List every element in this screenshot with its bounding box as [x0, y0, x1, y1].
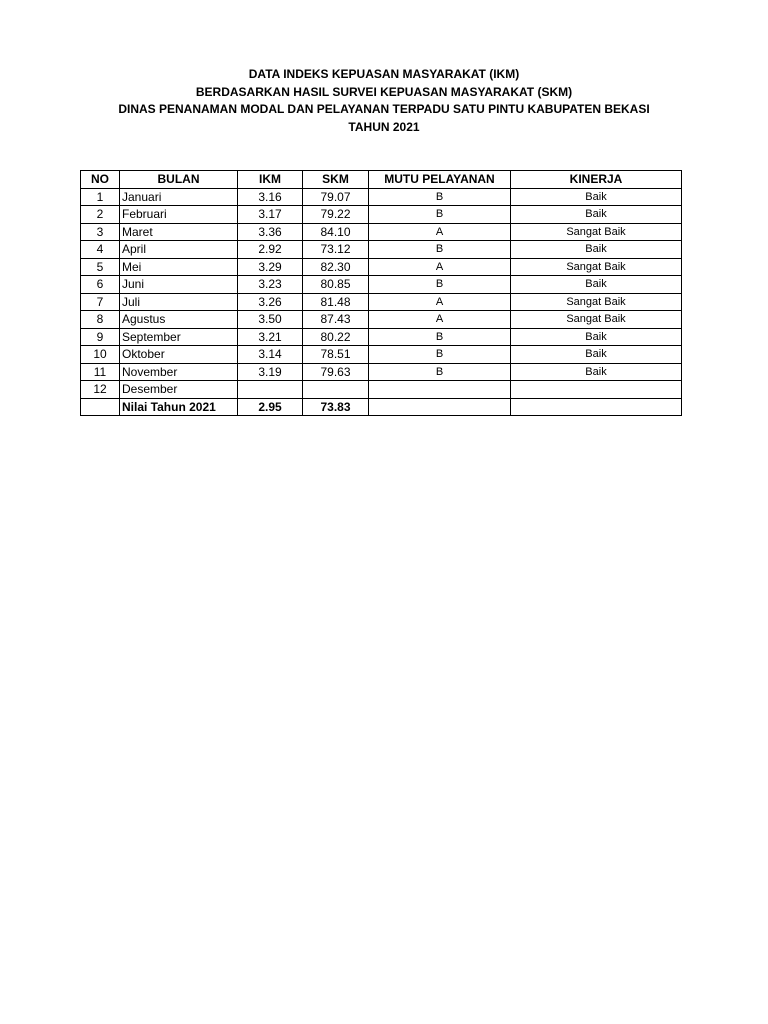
no-cell: 6	[81, 276, 120, 294]
column-header-ikm: IKM	[238, 171, 303, 189]
skm-cell: 84.10	[303, 223, 369, 241]
skm-cell: 79.63	[303, 363, 369, 381]
ikm-cell	[238, 381, 303, 399]
mutu-pelayanan-cell: A	[369, 293, 511, 311]
kinerja-cell: Baik	[511, 346, 682, 364]
bulan-cell: November	[120, 363, 238, 381]
kinerja-cell: Sangat Baik	[511, 293, 682, 311]
total-no-cell	[81, 398, 120, 416]
ikm-cell: 3.29	[238, 258, 303, 276]
skm-cell	[303, 381, 369, 399]
skm-cell: 80.22	[303, 328, 369, 346]
table-row	[81, 223, 682, 241]
skm-cell: 79.22	[303, 206, 369, 224]
bulan-cell: Januari	[120, 188, 238, 206]
mutu-pelayanan-cell: B	[369, 346, 511, 364]
no-cell: 2	[81, 206, 120, 224]
kinerja-cell: Sangat Baik	[511, 311, 682, 329]
kinerja-cell: Baik	[511, 188, 682, 206]
bulan-cell: September	[120, 328, 238, 346]
no-cell: 8	[81, 311, 120, 329]
ikm-cell: 3.19	[238, 363, 303, 381]
mutu-pelayanan-cell: A	[369, 258, 511, 276]
ikm-cell: 3.17	[238, 206, 303, 224]
ikm-cell: 3.21	[238, 328, 303, 346]
bulan-cell: April	[120, 241, 238, 259]
column-header-no: NO	[81, 171, 120, 189]
ikm-table	[80, 170, 682, 416]
no-cell: 7	[81, 293, 120, 311]
no-cell: 3	[81, 223, 120, 241]
column-header-bulan: BULAN	[120, 171, 238, 189]
bulan-cell: Desember	[120, 381, 238, 399]
skm-cell: 79.07	[303, 188, 369, 206]
bulan-cell: Agustus	[120, 311, 238, 329]
ikm-cell: 3.16	[238, 188, 303, 206]
skm-cell: 87.43	[303, 311, 369, 329]
ikm-cell: 3.50	[238, 311, 303, 329]
kinerja-cell: Baik	[511, 241, 682, 259]
mutu-pelayanan-cell: B	[369, 241, 511, 259]
mutu-pelayanan-cell: B	[369, 328, 511, 346]
table-row	[81, 363, 682, 381]
table-row	[81, 276, 682, 294]
no-cell: 5	[81, 258, 120, 276]
heading-line-title: DATA INDEKS KEPUASAN MASYARAKAT (IKM)	[248, 67, 520, 81]
kinerja-cell: Sangat Baik	[511, 258, 682, 276]
document-heading	[0, 66, 768, 136]
total-ikm-cell: 2.95	[238, 398, 303, 416]
skm-cell: 81.48	[303, 293, 369, 311]
table-row	[81, 311, 682, 329]
total-label-cell: Nilai Tahun 2021	[120, 398, 238, 416]
bulan-cell: Juli	[120, 293, 238, 311]
ikm-cell: 3.14	[238, 346, 303, 364]
bulan-cell: Juni	[120, 276, 238, 294]
kinerja-cell: Baik	[511, 363, 682, 381]
kinerja-cell	[511, 381, 682, 399]
total-skm-cell: 73.83	[303, 398, 369, 416]
mutu-pelayanan-cell: B	[369, 188, 511, 206]
no-cell: 1	[81, 188, 120, 206]
no-cell: 4	[81, 241, 120, 259]
ikm-cell: 3.36	[238, 223, 303, 241]
bulan-cell: Oktober	[120, 346, 238, 364]
table-row	[81, 258, 682, 276]
total-row	[81, 398, 682, 416]
no-cell: 10	[81, 346, 120, 364]
table-row	[81, 293, 682, 311]
skm-cell: 80.85	[303, 276, 369, 294]
no-cell: 9	[81, 328, 120, 346]
table-row	[81, 346, 682, 364]
total-kinerja-cell	[511, 398, 682, 416]
no-cell: 12	[81, 381, 120, 399]
total-mutu-cell	[369, 398, 511, 416]
table-row	[81, 188, 682, 206]
ikm-cell: 3.23	[238, 276, 303, 294]
skm-cell: 73.12	[303, 241, 369, 259]
bulan-cell: Mei	[120, 258, 238, 276]
kinerja-cell: Baik	[511, 206, 682, 224]
heading-line-year: TAHUN 2021	[348, 119, 420, 134]
no-cell: 11	[81, 363, 120, 381]
mutu-pelayanan-cell: B	[369, 363, 511, 381]
kinerja-cell: Sangat Baik	[511, 223, 682, 241]
skm-cell: 82.30	[303, 258, 369, 276]
ikm-cell: 3.26	[238, 293, 303, 311]
table-row	[81, 206, 682, 224]
table-row	[81, 241, 682, 259]
skm-cell: 78.51	[303, 346, 369, 364]
column-header-kinerja: KINERJA	[511, 171, 682, 189]
kinerja-cell: Baik	[511, 328, 682, 346]
bulan-cell: Februari	[120, 206, 238, 224]
mutu-pelayanan-cell: B	[369, 206, 511, 224]
table-row	[81, 328, 682, 346]
bulan-cell: Maret	[120, 223, 238, 241]
ikm-cell: 2.92	[238, 241, 303, 259]
mutu-pelayanan-cell: B	[369, 276, 511, 294]
kinerja-cell: Baik	[511, 276, 682, 294]
mutu-pelayanan-cell	[369, 381, 511, 399]
column-header-skm: SKM	[303, 171, 369, 189]
table-row	[81, 381, 682, 399]
mutu-pelayanan-cell: A	[369, 223, 511, 241]
table-header-row	[81, 171, 682, 189]
heading-line-agency: DINAS PENANAMAN MODAL DAN PELAYANAN TERPADU SATU PINTU KABUPATEN BEKASI	[118, 102, 650, 116]
mutu-pelayanan-cell: A	[369, 311, 511, 329]
heading-line-basis: BERDASARKAN HASIL SURVEI KEPUASAN MASYARAKAT (SKM)	[195, 84, 573, 99]
column-header-mutu-pelayanan: MUTU PELAYANAN	[369, 171, 511, 189]
